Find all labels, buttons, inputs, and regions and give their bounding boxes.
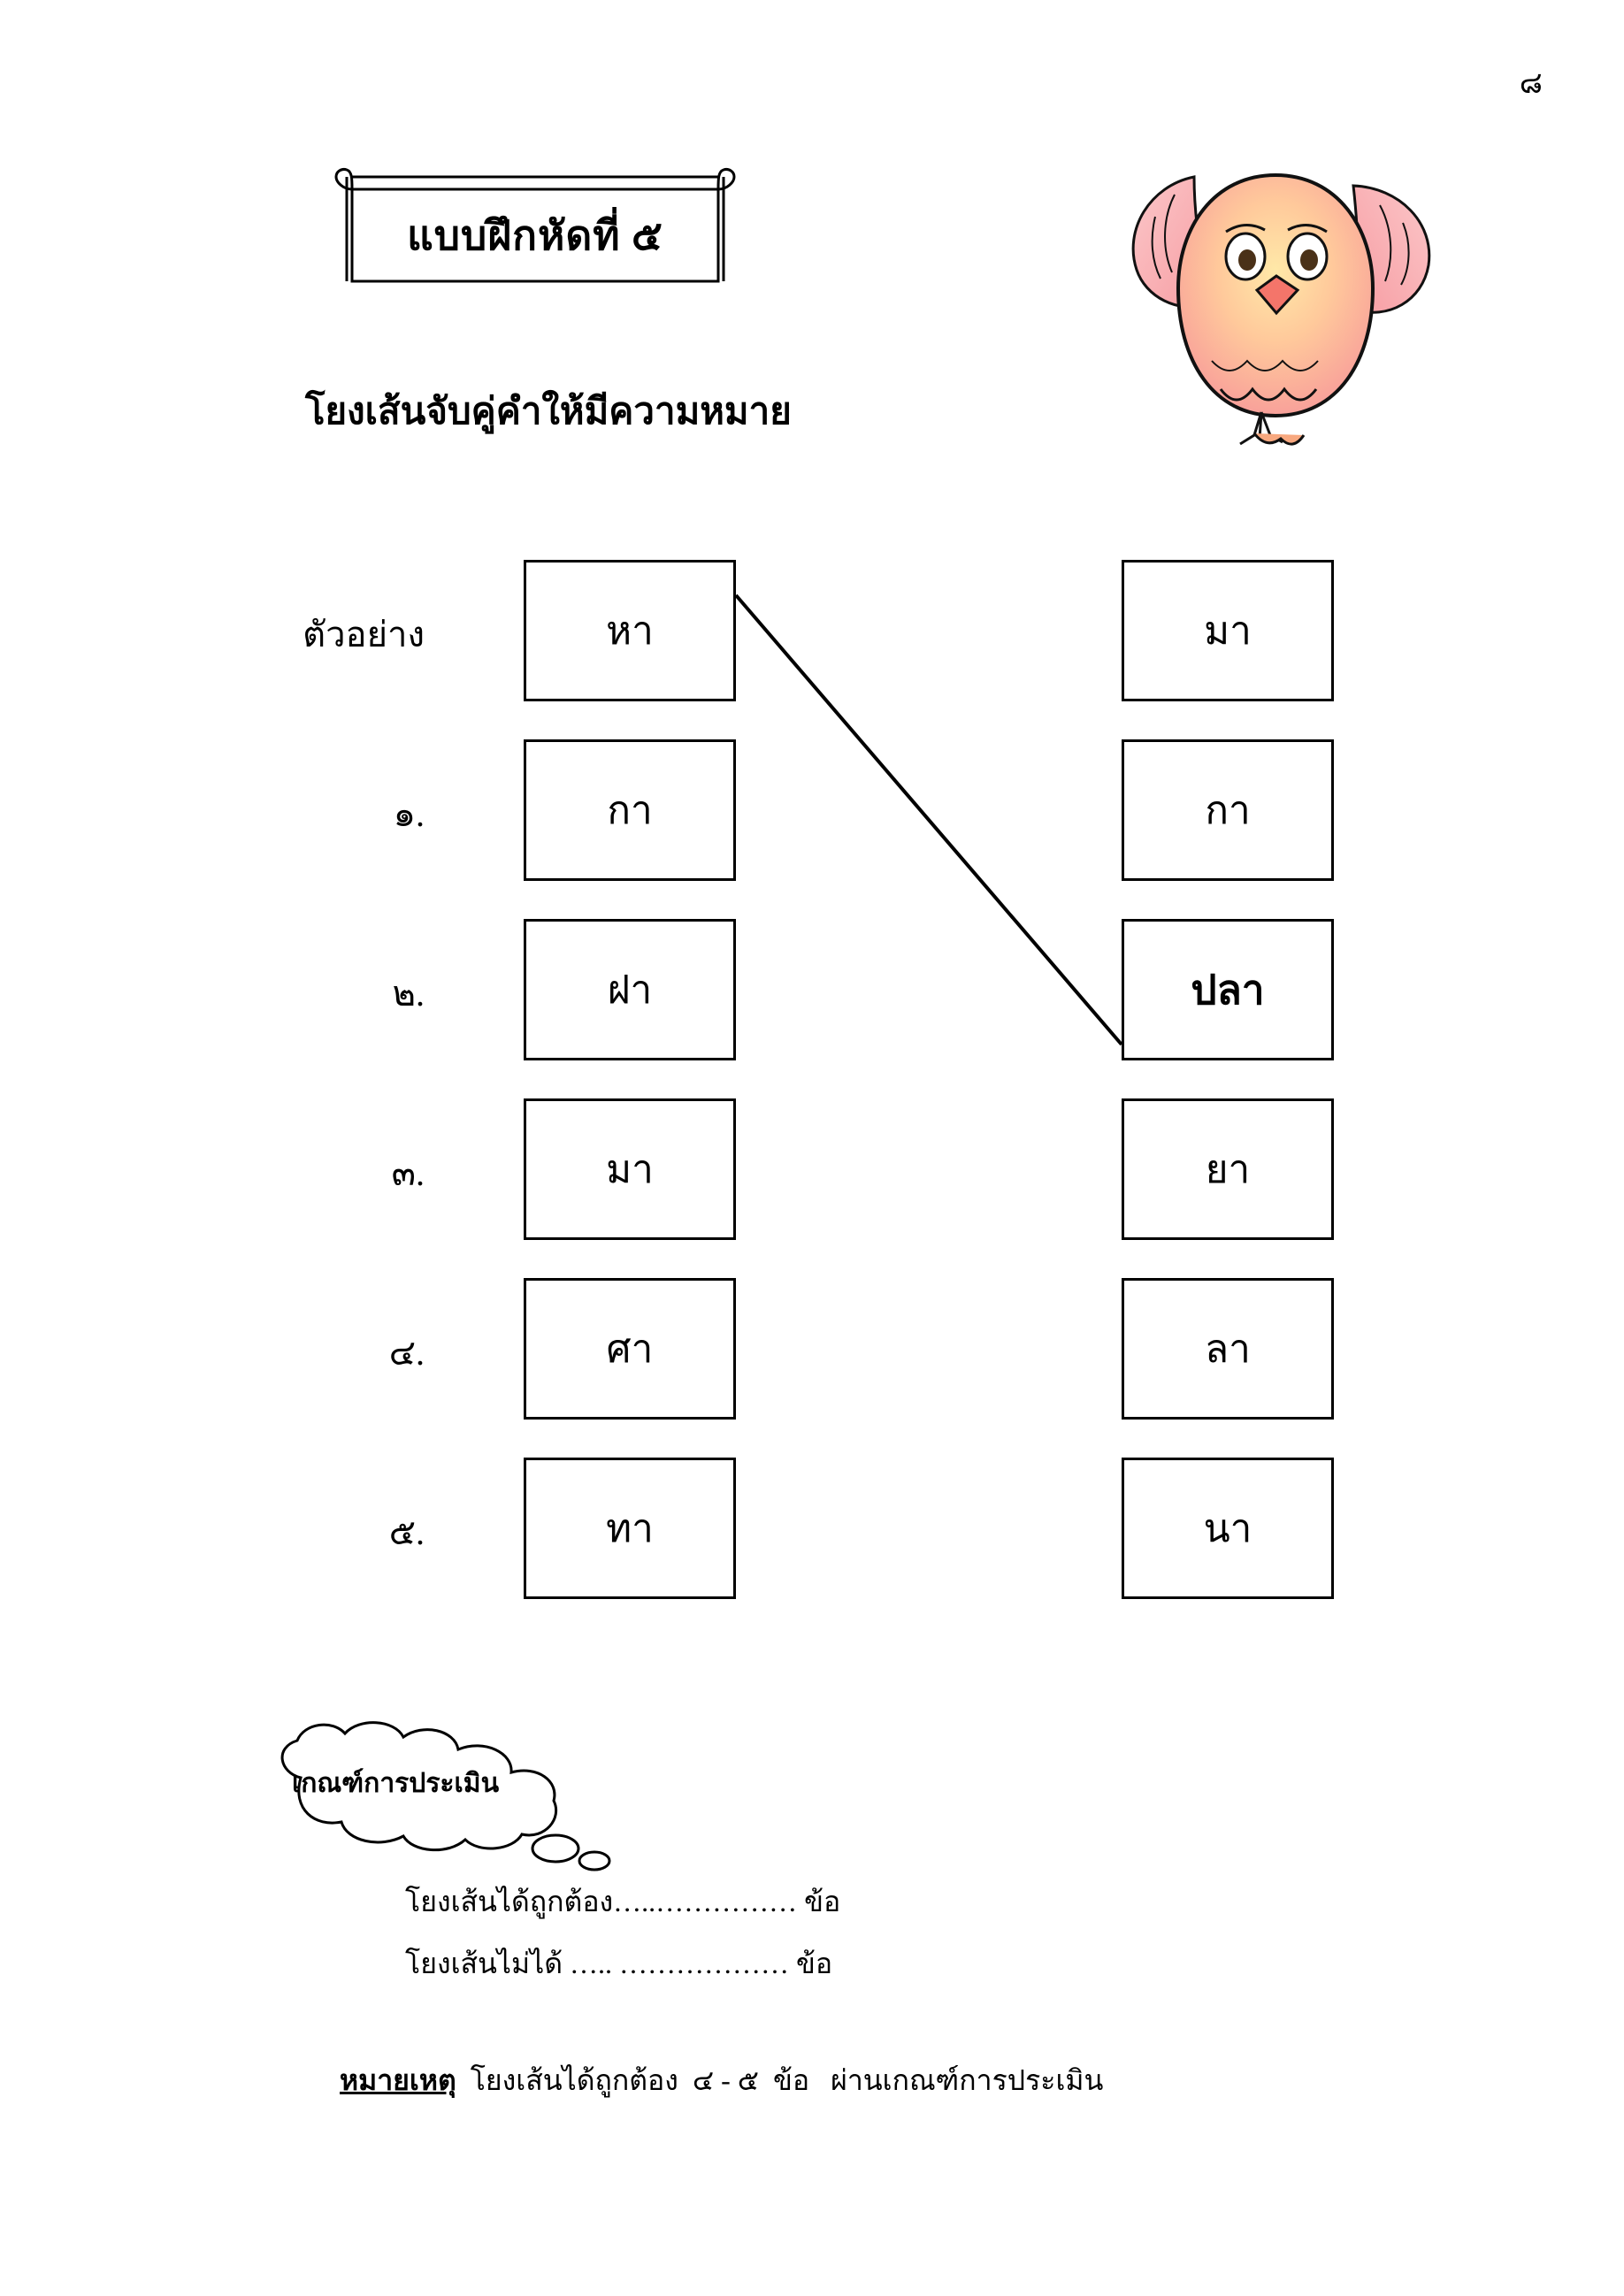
title-banner (327, 165, 743, 306)
row-label: ๔. (388, 1333, 425, 1373)
right-word-box[interactable]: มา (1122, 560, 1334, 701)
left-word-box[interactable]: กา (524, 739, 736, 881)
right-word-box[interactable]: กา (1122, 739, 1334, 881)
left-word-box[interactable]: มา (524, 1098, 736, 1240)
right-word-box[interactable]: ลา (1122, 1278, 1334, 1420)
note-label: หมายเหตุ (340, 2064, 456, 2096)
criteria-cloud-label: เกณฑ์การประเมิน (292, 1769, 500, 1798)
right-word-box[interactable]: ยา (1122, 1098, 1334, 1240)
left-word-box[interactable]: ฝา (524, 919, 736, 1060)
right-word-box[interactable]: นา (1122, 1458, 1334, 1599)
left-word-box[interactable]: ศา (524, 1278, 736, 1420)
criteria-line-incorrect: โยงเส้นไม่ได้ ….. ……………… ข้อ (405, 1948, 833, 1979)
row-label: ๒. (392, 974, 425, 1014)
bird-illustration (1088, 124, 1468, 495)
right-word-box[interactable]: ปลา (1122, 919, 1334, 1060)
banner-title: แบบฝึกหัดที่ ๕ (407, 213, 663, 258)
note-line (311, 2025, 1103, 2136)
instruction-text: โยงเส้นจับคู่คำให้มีความหมาย (305, 392, 792, 432)
page-number: ๘ (1519, 67, 1543, 100)
row-label: ตัวอย่าง (303, 615, 425, 654)
left-word-box[interactable]: หา (524, 560, 736, 701)
note-text: โยงเส้นได้ถูกต้อง ๔ - ๕ ข้อ ผ่านเกณฑ์การประเมิน (456, 2064, 1104, 2096)
left-word-box[interactable]: ทา (524, 1458, 736, 1599)
row-label: ๕. (388, 1512, 425, 1552)
row-label: ๑. (393, 794, 425, 834)
criteria-line-correct: โยงเส้นได้ถูกต้อง…..…………… ข้อ (405, 1886, 841, 1917)
row-label: ๓. (391, 1153, 425, 1193)
